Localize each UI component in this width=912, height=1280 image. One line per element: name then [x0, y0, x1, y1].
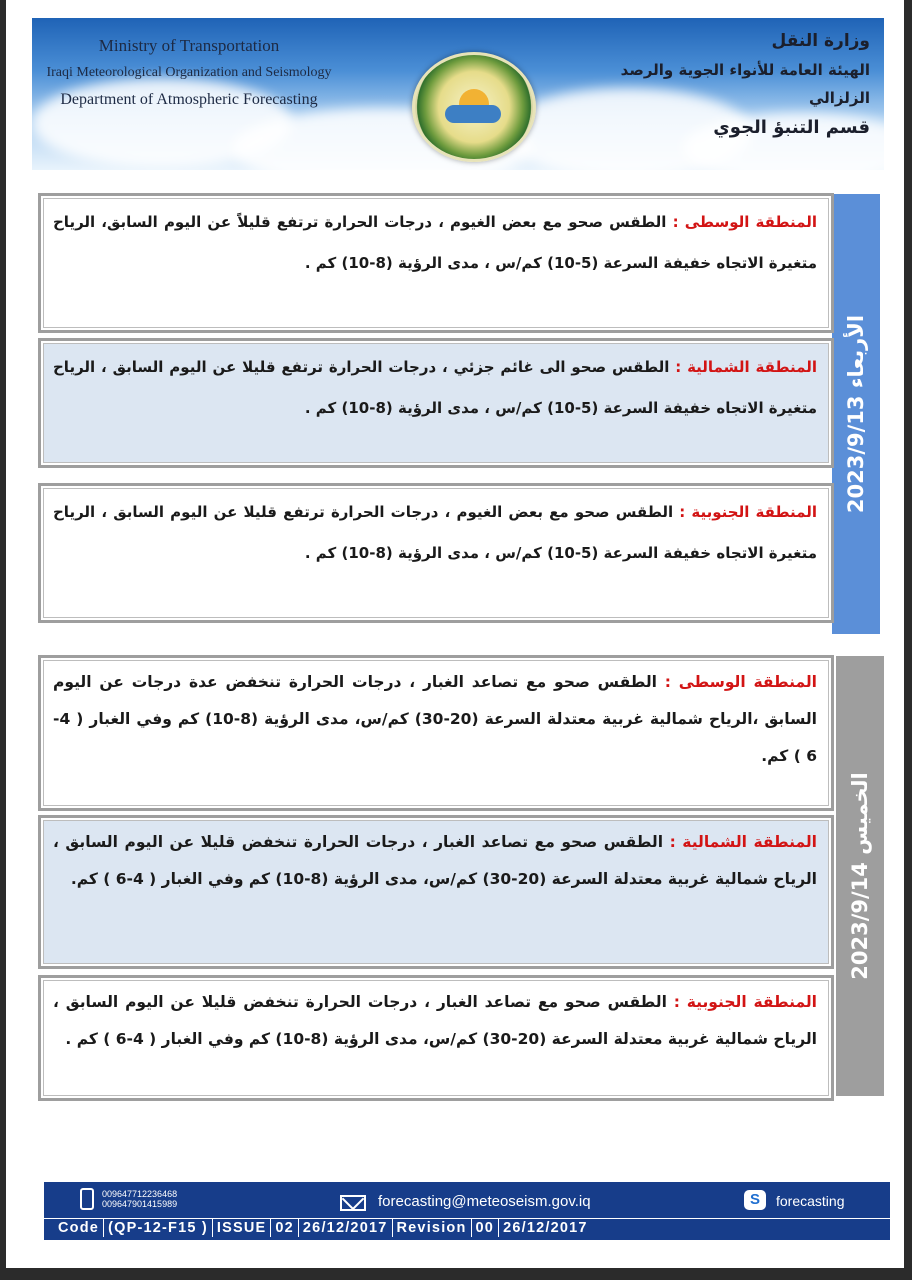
forecast-box-north-day1 — [38, 338, 834, 468]
forecast-text — [53, 492, 817, 574]
forecast-box-north-day2 — [38, 815, 834, 969]
forecast-text — [53, 664, 817, 775]
code-value: (QP-12-F15 ) — [104, 1219, 213, 1237]
region-forecast: الطقس صحو مع تصاعد الغبار ، درجات الحرارة تنخفض قليلا عن اليوم السابق ، الرياح شمالية غربية معتدلة السرعة (20-30) كم/س، مدى الرؤية (8-10) كم وفي الغبار ( 4-6 ) كم . — [53, 993, 817, 1048]
header-arabic — [570, 26, 870, 144]
document-code-bar — [44, 1218, 890, 1237]
region-forecast: الطقس صحو الى غائم جزئي ، درجات الحرارة ترتفع قليلا عن اليوم السابق ، الرياح متغيرة الاتجاه خفيفة السرعة (5-10) كم/س ، مدى الرؤية (8-10) كم . — [53, 358, 817, 417]
department-name-en: Department of Atmospheric Forecasting — [60, 91, 318, 108]
region-name: المنطقة الوسطى : — [664, 673, 817, 691]
header-english — [44, 32, 334, 113]
forecast-text — [53, 824, 817, 898]
day-band-1 — [832, 194, 880, 634]
day-band-2 — [836, 656, 884, 1096]
region-forecast: الطقس صحو مع بعض الغيوم ، درجات الحرارة ترتفع قليلاً عن اليوم السابق، الرياح متغيرة الاتجاه خفيفة السرعة (5-10) كم/س ، مدى الرؤية (8-10) كم . — [53, 213, 817, 272]
forecast-page — [6, 0, 904, 1268]
ministry-name-ar: وزارة النقل — [771, 31, 870, 51]
issue-date: 26/12/2017 — [299, 1219, 393, 1237]
email-link[interactable]: forecasting@meteoseism.gov.iq — [378, 1193, 591, 1210]
code-label: Code — [44, 1219, 104, 1237]
region-name: المنطقة الوسطى : — [672, 213, 817, 231]
phone-icon — [80, 1188, 94, 1210]
mail-icon — [340, 1195, 366, 1211]
forecast-box-central-day1 — [38, 193, 834, 333]
forecast-box-south-day1 — [38, 483, 834, 623]
ministry-name-en: Ministry of Transportation — [98, 36, 280, 55]
forecast-box-central-day2 — [38, 655, 834, 811]
header-banner — [32, 18, 884, 170]
day-label-1: الأربعاء 2023/9/13 — [844, 314, 868, 514]
forecast-text — [53, 347, 817, 429]
region-name: المنطقة الجنوبية : — [679, 503, 818, 521]
organization-name-en: Iraqi Meteorological Organization and Seismology — [46, 65, 332, 80]
issue-label: ISSUE — [213, 1219, 272, 1237]
department-name-ar: قسم التنبؤ الجوي — [713, 117, 870, 138]
region-forecast: الطقس صحو مع تصاعد الغبار ، درجات الحرارة تنخفض قليلا عن اليوم السابق ، الرياح شمالية غربية معتدلة السرعة (20-30) كم/س، مدى الرؤية (8-10) كم وفي الغبار ( 4-6 ) كم. — [53, 833, 817, 888]
organization-name-ar: الهيئة العامة للأنواء الجوية والرصد الزلزالي — [620, 61, 870, 107]
revision-label: Revision — [393, 1219, 472, 1237]
phone-2: 009647901415989 — [102, 1199, 178, 1209]
region-forecast: الطقس صحو مع بعض الغيوم ، درجات الحرارة ترتفع قليلا عن اليوم السابق ، الرياح متغيرة الاتجاه خفيفة السرعة (5-10) كم/س ، مدى الرؤية (8-10) كم . — [53, 503, 817, 562]
forecast-text — [53, 984, 817, 1058]
region-forecast: الطقس صحو مع تصاعد الغبار ، درجات الحرارة تنخفض عدة درجات عن اليوم السابق ،الرياح شمالية غربية معتدلة السرعة (20-30) كم/س، مدى الرؤية (8-10) كم وفي الغبار ( 4-6 ) كم. — [53, 673, 817, 765]
day-label-2: الخميس 2023/9/14 — [848, 772, 872, 980]
region-name: المنطقة الشمالية : — [675, 358, 817, 376]
skype-handle[interactable]: forecasting — [776, 1193, 845, 1209]
issue-number: 02 — [271, 1219, 299, 1237]
organization-seal-icon — [412, 52, 536, 162]
forecast-box-south-day2 — [38, 975, 834, 1101]
revision-date: 26/12/2017 — [503, 1220, 588, 1236]
region-name: المنطقة الشمالية : — [669, 833, 817, 851]
skype-icon: S — [744, 1190, 766, 1210]
phone-1: 009647712236468 — [102, 1189, 178, 1199]
footer-bar — [44, 1182, 890, 1240]
phone-numbers — [102, 1189, 177, 1209]
revision-number: 00 — [472, 1219, 500, 1237]
forecast-text — [53, 202, 817, 284]
region-name: المنطقة الجنوبية : — [673, 993, 817, 1011]
